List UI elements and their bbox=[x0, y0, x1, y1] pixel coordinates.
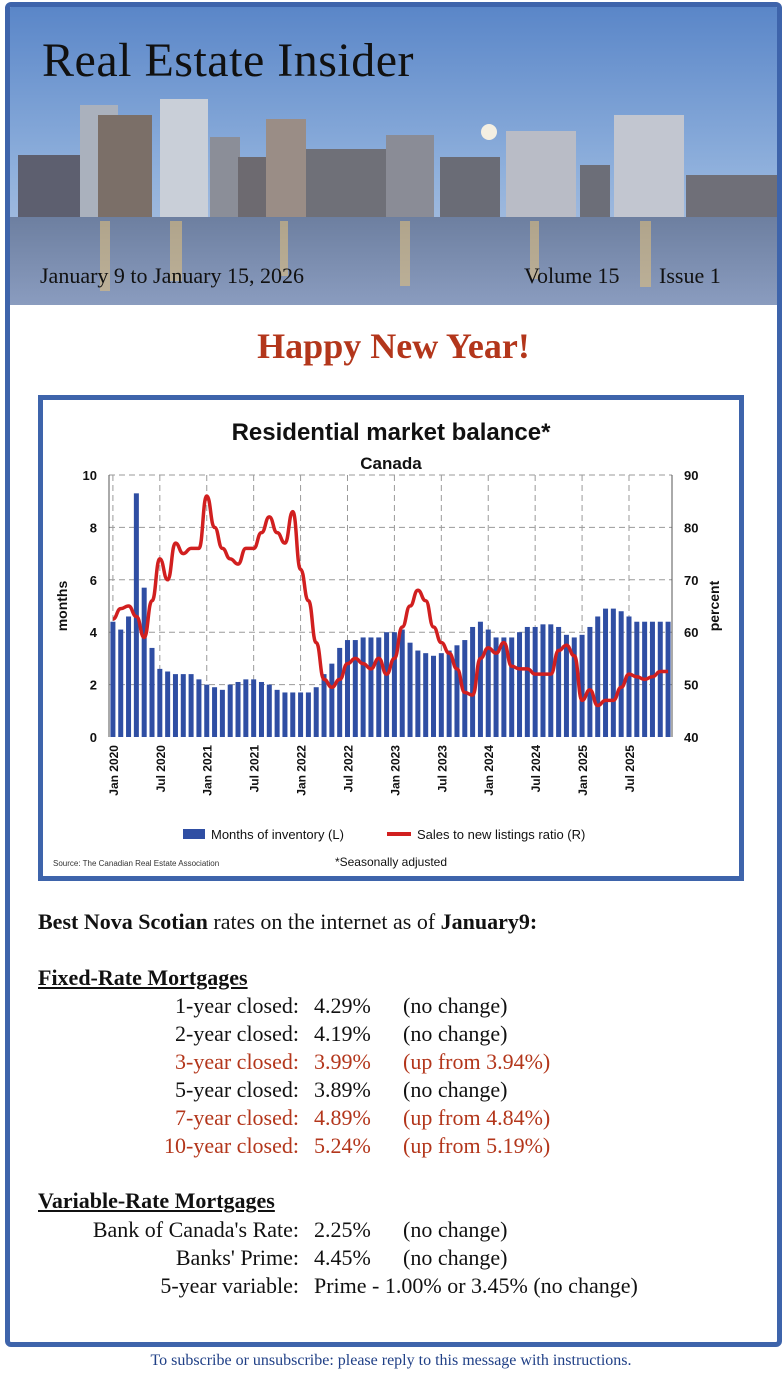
inventory-bar bbox=[165, 672, 170, 738]
inventory-bar bbox=[611, 609, 616, 737]
subscribe-footer: To subscribe or unsubscribe: please reply to this message with instructions. bbox=[150, 1352, 632, 1369]
inventory-bar bbox=[517, 632, 522, 737]
legend-swatch-bar bbox=[183, 829, 205, 839]
fixed-rate-row bbox=[10, 1105, 777, 1133]
rate-label: Banks' Prime: bbox=[175, 1245, 299, 1270]
rate-change-note: (no change) bbox=[403, 1245, 508, 1270]
rate-change-note: (no change) bbox=[403, 1021, 508, 1046]
inventory-bar bbox=[439, 653, 444, 737]
inventory-bar bbox=[353, 640, 358, 737]
x-tick-label: Jan 2020 bbox=[106, 745, 121, 796]
variable-rate-row bbox=[10, 1217, 777, 1245]
inventory-bar bbox=[322, 674, 327, 737]
y-axis-title-left: months bbox=[54, 580, 70, 632]
fixed-rate-row bbox=[10, 1021, 777, 1049]
inventory-bar bbox=[306, 692, 311, 737]
inventory-bar bbox=[634, 622, 639, 737]
y-tick-label-right: 70 bbox=[684, 572, 699, 588]
issue-label: Issue 1 bbox=[659, 263, 721, 288]
issue-date-range: January 9 to January 15, 2026 bbox=[40, 263, 304, 288]
inventory-bar bbox=[298, 692, 303, 737]
inventory-bar bbox=[189, 674, 194, 737]
y-tick-label-right: 90 bbox=[684, 468, 699, 483]
rate-value: Prime - 1.00% or 3.45% (no change) bbox=[314, 1273, 638, 1298]
x-tick-label: Jul 2023 bbox=[435, 745, 450, 793]
inventory-bar bbox=[478, 622, 483, 737]
x-tick-label: Jan 2025 bbox=[576, 745, 591, 796]
rate-label: 7-year closed: bbox=[175, 1105, 299, 1130]
inventory-bar bbox=[337, 648, 342, 737]
inventory-bar bbox=[556, 627, 561, 737]
newsletter-frame bbox=[5, 2, 782, 1347]
rate-label: Bank of Canada's Rate: bbox=[92, 1217, 299, 1242]
rate-change-note: (up from 5.19%) bbox=[403, 1133, 551, 1158]
volume-label: Volume 15 bbox=[524, 263, 620, 288]
inventory-bar bbox=[212, 687, 217, 737]
intro-bold-region: Best Nova Scotian bbox=[38, 909, 208, 934]
rate-label: 3-year closed: bbox=[175, 1049, 299, 1074]
inventory-bar bbox=[361, 637, 366, 737]
rate-change-note: (up from 3.94%) bbox=[403, 1049, 551, 1074]
x-tick-label: Jul 2021 bbox=[247, 745, 262, 793]
rate-change-note: (up from 4.84%) bbox=[403, 1105, 551, 1130]
inventory-bar bbox=[267, 685, 272, 737]
rate-label: 2-year closed: bbox=[175, 1021, 299, 1046]
inventory-bar bbox=[595, 616, 600, 737]
inventory-bar bbox=[118, 630, 123, 737]
x-tick-label: Jan 2022 bbox=[294, 745, 309, 796]
inventory-bar bbox=[619, 611, 624, 737]
y-tick-label-right: 80 bbox=[684, 520, 699, 536]
rate-label: 5-year closed: bbox=[175, 1077, 299, 1102]
inventory-bar bbox=[525, 627, 530, 737]
y-tick-label-left: 4 bbox=[89, 625, 97, 641]
variable-rate-heading: Variable-Rate Mortgages bbox=[38, 1188, 275, 1213]
rate-change-note: (no change) bbox=[403, 993, 508, 1018]
inventory-bar bbox=[540, 624, 545, 737]
x-tick-label: Jan 2021 bbox=[200, 745, 215, 796]
inventory-bar bbox=[376, 637, 381, 737]
inventory-bar bbox=[142, 588, 147, 737]
inventory-bar bbox=[587, 627, 592, 737]
intro-bold-date: January9: bbox=[440, 909, 538, 934]
inventory-bar bbox=[564, 635, 569, 737]
inventory-bar bbox=[400, 630, 405, 737]
inventory-bar bbox=[447, 651, 452, 737]
inventory-bar bbox=[486, 630, 491, 737]
header-banner bbox=[10, 7, 777, 305]
inventory-bar bbox=[548, 624, 553, 737]
chart-source: Source: The Canadian Real Estate Association bbox=[53, 859, 220, 868]
rate-value: 4.45% bbox=[314, 1245, 371, 1270]
inventory-bar bbox=[251, 679, 256, 737]
inventory-bar bbox=[290, 692, 295, 737]
inventory-bar bbox=[368, 637, 373, 737]
inventory-bar bbox=[259, 682, 264, 737]
inventory-bar bbox=[658, 622, 663, 737]
intro-text: rates on the internet as of bbox=[207, 909, 441, 934]
rate-value: 4.29% bbox=[314, 993, 371, 1018]
rate-value: 4.19% bbox=[314, 1021, 371, 1046]
inventory-bar bbox=[603, 609, 608, 737]
inventory-bar bbox=[509, 637, 514, 737]
rate-value: 3.99% bbox=[314, 1049, 371, 1074]
y-tick-label-left: 0 bbox=[89, 730, 97, 745]
inventory-bar bbox=[150, 648, 155, 737]
fixed-rate-row bbox=[10, 1133, 777, 1161]
rate-label: 10-year closed: bbox=[164, 1133, 299, 1158]
y-tick-label-right: 50 bbox=[684, 677, 699, 693]
variable-rate-row bbox=[10, 1273, 777, 1301]
fixed-rate-row bbox=[10, 1049, 777, 1077]
inventory-bar bbox=[415, 651, 420, 737]
legend-label-ratio: Sales to new listings ratio (R) bbox=[417, 827, 586, 842]
rate-value: 2.25% bbox=[314, 1217, 371, 1242]
inventory-bar bbox=[329, 664, 334, 737]
x-tick-label: Jul 2024 bbox=[529, 745, 544, 793]
chart-title: Residential market balance* bbox=[231, 419, 551, 446]
x-tick-label: Jul 2022 bbox=[341, 745, 356, 793]
inventory-bar bbox=[650, 622, 655, 737]
inventory-bar bbox=[454, 645, 459, 737]
market-balance-chart bbox=[38, 395, 744, 881]
inventory-bar bbox=[220, 690, 225, 737]
y-axis-title-right: percent bbox=[706, 580, 722, 632]
inventory-bar bbox=[243, 679, 248, 737]
rate-label: 5-year variable: bbox=[160, 1273, 299, 1298]
inventory-bar bbox=[196, 679, 201, 737]
inventory-bar bbox=[314, 687, 319, 737]
inventory-bar bbox=[501, 637, 506, 737]
rate-value: 3.89% bbox=[314, 1077, 371, 1102]
y-tick-label-left: 10 bbox=[82, 468, 97, 483]
y-tick-label-left: 8 bbox=[89, 520, 97, 536]
inventory-bar bbox=[126, 616, 131, 737]
inventory-bar bbox=[345, 640, 350, 737]
inventory-bar bbox=[110, 622, 115, 737]
y-tick-label-right: 60 bbox=[684, 625, 699, 641]
headline: Happy New Year! bbox=[257, 326, 530, 366]
rates-intro bbox=[38, 909, 537, 935]
inventory-bar bbox=[431, 656, 436, 737]
chart-subtitle: Canada bbox=[360, 454, 422, 473]
rate-value: 5.24% bbox=[314, 1133, 371, 1158]
chart-svg bbox=[43, 400, 739, 876]
rate-change-note: (no change) bbox=[403, 1217, 508, 1242]
x-tick-label: Jul 2020 bbox=[153, 745, 168, 793]
x-tick-label: Jul 2025 bbox=[622, 745, 637, 793]
inventory-bar bbox=[666, 622, 671, 737]
fixed-rate-heading: Fixed-Rate Mortgages bbox=[38, 965, 248, 990]
y-tick-label-left: 6 bbox=[89, 572, 97, 588]
newsletter-title: Real Estate Insider bbox=[42, 34, 415, 87]
y-tick-label-left: 2 bbox=[89, 677, 97, 693]
y-tick-label-right: 40 bbox=[684, 730, 699, 745]
chart-footnote: *Seasonally adjusted bbox=[334, 855, 448, 869]
rate-change-note: (no change) bbox=[403, 1077, 508, 1102]
rate-value: 4.89% bbox=[314, 1105, 371, 1130]
inventory-bar bbox=[204, 685, 209, 737]
x-tick-label: Jan 2024 bbox=[482, 745, 497, 796]
inventory-bar bbox=[228, 685, 233, 737]
inventory-bar bbox=[157, 669, 162, 737]
inventory-bar bbox=[408, 643, 413, 737]
legend-label-inventory: Months of inventory (L) bbox=[211, 827, 344, 842]
x-tick-label: Jan 2023 bbox=[388, 745, 403, 796]
inventory-bar bbox=[533, 627, 538, 737]
rate-label: 1-year closed: bbox=[175, 993, 299, 1018]
inventory-bar bbox=[384, 632, 389, 737]
variable-rate-row bbox=[10, 1245, 777, 1273]
inventory-bar bbox=[236, 682, 241, 737]
inventory-bar bbox=[282, 692, 287, 737]
inventory-bar bbox=[423, 653, 428, 737]
inventory-bar bbox=[173, 674, 178, 737]
fixed-rate-row bbox=[10, 1077, 777, 1105]
inventory-bar bbox=[181, 674, 186, 737]
fixed-rate-row bbox=[10, 993, 777, 1021]
inventory-bar bbox=[275, 690, 280, 737]
